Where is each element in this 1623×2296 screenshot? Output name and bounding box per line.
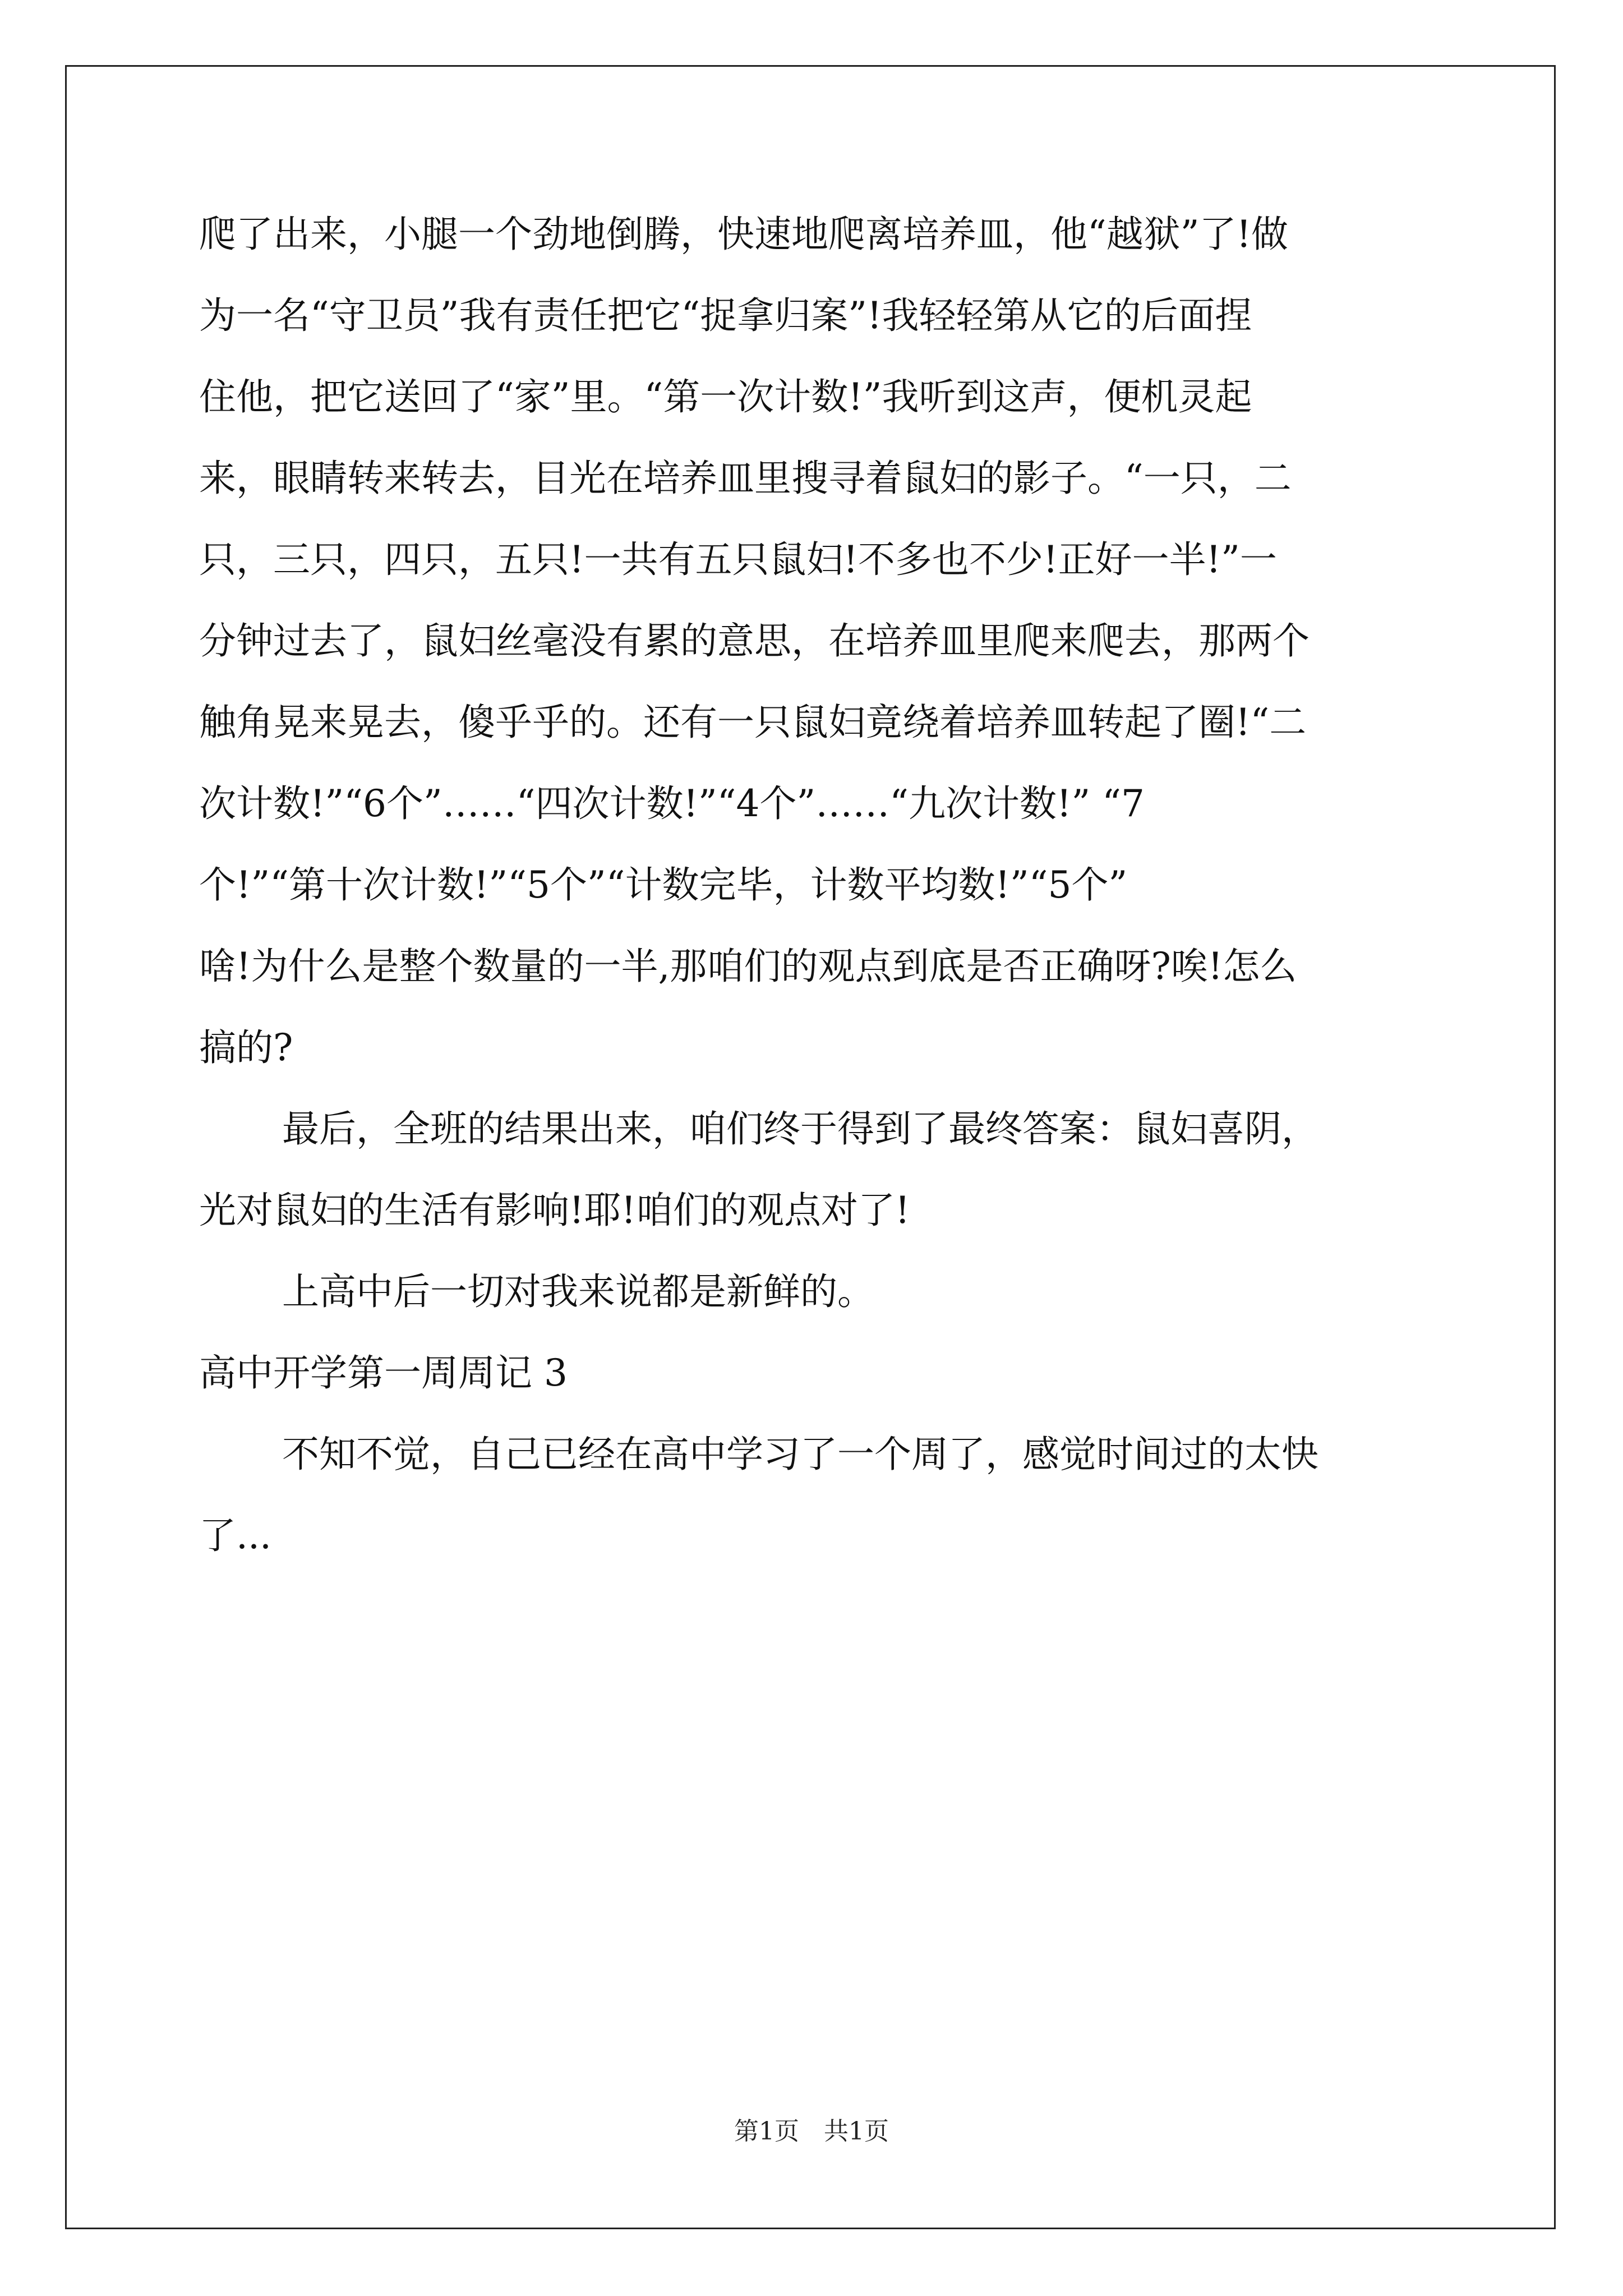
text-line: 爬了出来，小腿一个劲地倒腾，快速地爬离培养皿，他“越狱”了!做: [199, 213, 1289, 256]
paragraph-start-line: 不知不觉，自己已经在高中学习了一个周了，感觉时间过的太快: [282, 1433, 1318, 1476]
text-line: 触角晃来晃去，傻乎乎的。还有一只鼠妇竟绕着培养皿转起了圈!“二: [199, 701, 1307, 744]
page-number: 第1页 共1页: [734, 2117, 889, 2146]
text-line: 光对鼠妇的生活有影响!耶!咱们的观点对了!: [199, 1189, 910, 1232]
text-line: 分钟过去了，鼠妇丝毫没有累的意思，在培养皿里爬来爬去，那两个: [199, 619, 1310, 662]
text-line: 啥!为什么是整个数量的一半,那咱们的观点到底是否正确呀?唉!怎么: [199, 945, 1297, 988]
text-line: 来，眼睛转来转去，目光在培养皿里搜寻着鼠妇的影子。“一只，二: [199, 457, 1292, 500]
text-line: 搞的?: [199, 1026, 293, 1069]
text-line: 为一名“守卫员”我有责任把它“捉拿归案”!我轻轻第从它的后面捏: [199, 294, 1252, 337]
text-line: 住他，把它送回了“家”里。“第一次计数!”我听到这声，便机灵起: [199, 375, 1252, 418]
paragraph-start-line: 最后，全班的结果出来，咱们终于得到了最终答案：鼠妇喜阴，: [282, 1107, 1318, 1151]
text-line: 次计数!”“6个”……“四次计数!”“4个”……“九次计数!” “7: [199, 782, 1145, 825]
section-heading: 高中开学第一周周记 3: [199, 1351, 568, 1395]
text-line: 个!”“第十次计数!”“5个”“计数完毕，计数平均数!”“5个”: [199, 863, 1128, 907]
text-line: 了...: [199, 1514, 271, 1557]
paragraph-start-line: 上高中后一切对我来说都是新鲜的。: [282, 1270, 874, 1313]
text-line: 只，三只，四只，五只!一共有五只鼠妇!不多也不少!正好一半!”一: [199, 538, 1277, 581]
